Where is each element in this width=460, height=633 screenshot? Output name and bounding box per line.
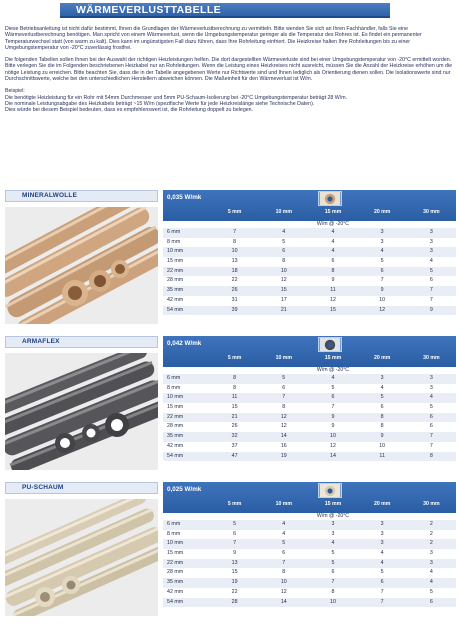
heat-loss-value: 3 <box>380 521 384 527</box>
heat-loss-value: 6 <box>282 384 286 391</box>
table-row <box>163 539 456 549</box>
pipe-diameter: 10 mm <box>167 394 184 401</box>
product-image <box>5 207 158 324</box>
insulation-column-header: 30 mm <box>423 355 440 361</box>
insulation-column-header: 10 mm <box>275 355 292 361</box>
heat-loss-value: 6 <box>429 598 433 605</box>
pipe-diameter: 28 mm <box>167 423 184 430</box>
insulation-column-header: 5 mm <box>227 355 242 361</box>
pipe-diameter: 6 mm <box>167 229 181 235</box>
heat-loss-value: 10 <box>231 248 238 255</box>
heat-loss-value: 8 <box>331 588 335 595</box>
insulation-thumbnail <box>318 483 342 498</box>
table-row <box>163 598 456 608</box>
heat-loss-value: 10 <box>330 598 336 605</box>
heat-loss-value: 4 <box>380 248 384 255</box>
pipe-diameter: 54 mm <box>167 452 184 459</box>
pipe-diameter: 28 mm <box>167 277 184 284</box>
heat-loss-value: 3 <box>429 375 433 381</box>
product-name: ARMAFLEX <box>22 338 60 345</box>
pipe-diameter: 15 mm <box>167 550 184 557</box>
heat-loss-value: 6 <box>331 258 335 265</box>
heat-loss-value: 5 <box>331 384 335 391</box>
lambda-value: 0,025 W/mk <box>167 486 202 493</box>
intro-text <box>5 26 457 114</box>
heat-loss-value: 18 <box>231 267 238 274</box>
insulation-column-header: 20 mm <box>373 209 391 215</box>
heat-loss-value: 6 <box>380 267 384 274</box>
example-line-1: Die benötigte Heizleistung für ein Rohr mit 54mm Durchmesser und 5mm PU-Schaum-Isolierung bei -20°C Umgebungstemperatur beträgt 28 W/m. <box>5 94 348 101</box>
heat-loss-value: 4 <box>429 579 433 586</box>
heat-loss-value: 4 <box>331 229 335 235</box>
heat-loss-value: 8 <box>233 384 237 391</box>
pipe-diameter: 15 mm <box>167 258 184 265</box>
heat-loss-value: 8 <box>233 375 237 381</box>
heat-loss-value: 4 <box>380 559 384 566</box>
table-row <box>163 530 456 540</box>
heat-loss-value: 8 <box>282 404 286 411</box>
heat-loss-value: 28 <box>231 598 238 605</box>
lambda-value: 0,035 W/mk <box>167 194 202 201</box>
heat-loss-value: 21 <box>280 306 287 313</box>
heat-loss-value: 11 <box>330 287 336 294</box>
lambda-value: 0,042 W/mk <box>167 340 202 347</box>
heat-loss-value: 6 <box>429 413 433 420</box>
example-heading: Beispiel: <box>5 88 25 95</box>
heat-loss-value: 12 <box>280 423 287 430</box>
heat-loss-value: 5 <box>282 238 286 245</box>
heat-loss-value: 3 <box>429 559 433 566</box>
table-row <box>163 228 456 238</box>
pipe-diameter: 22 mm <box>167 267 184 274</box>
heat-loss-value: 3 <box>331 521 335 527</box>
table-row <box>163 247 456 257</box>
heat-loss-value: 5 <box>429 588 433 595</box>
heat-loss-value: 2 <box>429 540 433 547</box>
product-name: PU-SCHAUM <box>22 484 64 491</box>
heat-loss-value: 2 <box>429 530 433 537</box>
pipe-diameter: 22 mm <box>167 413 184 420</box>
pipe-diameter: 8 mm <box>167 384 181 391</box>
insulation-column-header: 10 mm <box>275 501 292 507</box>
heat-loss-value: 9 <box>331 277 335 284</box>
insulation-column-header: 15 mm <box>324 209 342 215</box>
heat-loss-value: 9 <box>380 433 384 440</box>
heat-loss-value: 7 <box>282 559 286 566</box>
pipe-diameter: 28 mm <box>167 569 184 576</box>
table-row <box>163 588 456 598</box>
unit-label: W/m @ -20°C <box>163 221 456 228</box>
pipe-diameter: 15 mm <box>167 404 184 411</box>
heat-loss-value: 7 <box>380 588 384 595</box>
heat-loss-value: 6 <box>331 569 335 576</box>
table-row <box>163 403 456 413</box>
heat-loss-value: 22 <box>231 588 238 595</box>
table-row <box>163 286 456 296</box>
table-body <box>163 520 456 607</box>
heat-loss-value: 8 <box>429 452 433 459</box>
heat-loss-value: 10 <box>379 296 386 303</box>
heat-loss-value: 4 <box>331 238 335 245</box>
pipe-diameter: 8 mm <box>167 530 181 537</box>
insulation-column-header: 15 mm <box>324 355 342 361</box>
heat-loss-value: 9 <box>331 423 335 430</box>
heat-loss-value: 5 <box>233 521 237 527</box>
heat-loss-value: 39 <box>231 306 238 313</box>
heat-loss-value: 6 <box>429 423 433 430</box>
heat-loss-value: 3 <box>380 238 384 245</box>
heat-loss-value: 3 <box>380 540 384 547</box>
insulation-column-header: 15 mm <box>324 501 342 507</box>
heat-loss-value: 4 <box>429 569 433 576</box>
heat-loss-value: 12 <box>330 296 336 303</box>
heat-loss-value: 2 <box>429 521 433 527</box>
table-row <box>163 559 456 569</box>
table-row <box>163 374 456 384</box>
heat-loss-value: 3 <box>429 550 433 557</box>
table-header <box>163 482 456 513</box>
insulation-thumbnail <box>318 191 342 206</box>
heat-loss-value: 9 <box>233 550 237 557</box>
pipe-diameter: 8 mm <box>167 238 181 245</box>
heat-loss-value: 14 <box>280 433 287 440</box>
heat-loss-table <box>163 336 456 461</box>
insulation-header-row <box>163 501 456 507</box>
table-row <box>163 452 456 462</box>
heat-loss-value: 6 <box>380 404 384 411</box>
heat-loss-value: 8 <box>380 413 384 420</box>
product-image <box>5 499 158 616</box>
insulation-header-row <box>163 355 456 361</box>
heat-loss-value: 4 <box>429 394 433 401</box>
table-header <box>163 336 456 367</box>
product-label <box>5 482 158 494</box>
table-row <box>163 413 456 423</box>
insulation-column-header: 30 mm <box>423 209 440 215</box>
title-banner <box>60 3 390 18</box>
heat-loss-value: 26 <box>231 287 238 294</box>
pipe-diameter: 22 mm <box>167 559 184 566</box>
table-row <box>163 568 456 578</box>
heat-loss-value: 5 <box>331 550 335 557</box>
heat-loss-value: 19 <box>231 579 238 586</box>
heat-loss-value: 15 <box>280 287 287 294</box>
heat-loss-value: 10 <box>280 579 287 586</box>
heat-loss-value: 6 <box>331 394 335 401</box>
heat-loss-value: 3 <box>429 248 433 255</box>
product-name: MINERALWOLLE <box>22 192 78 199</box>
heat-loss-value: 12 <box>330 442 336 449</box>
heat-loss-value: 7 <box>233 229 237 235</box>
pipe-diameter: 42 mm <box>167 296 184 303</box>
pipe-diameter: 35 mm <box>167 433 184 440</box>
heat-loss-value: 5 <box>429 267 433 274</box>
heat-loss-value: 5 <box>331 559 335 566</box>
heat-loss-value: 32 <box>231 433 238 440</box>
pipe-diameter: 10 mm <box>167 248 184 255</box>
heat-loss-value: 9 <box>429 306 433 313</box>
pipe-diameter: 35 mm <box>167 579 184 586</box>
heat-loss-value: 5 <box>282 375 286 381</box>
pipe-diameter: 6 mm <box>167 375 181 381</box>
heat-loss-value: 6 <box>282 248 286 255</box>
product-label <box>5 190 158 202</box>
heat-loss-value: 8 <box>282 569 286 576</box>
unit-label: W/m @ -20°C <box>163 513 456 520</box>
heat-loss-value: 5 <box>429 404 433 411</box>
table-header <box>163 190 456 221</box>
pipe-diameter: 6 mm <box>167 521 181 527</box>
pipe-diameter: 54 mm <box>167 306 184 313</box>
heat-loss-value: 3 <box>331 530 335 537</box>
insulation-column-header: 20 mm <box>373 355 391 361</box>
heat-loss-value: 10 <box>330 433 336 440</box>
heat-loss-value: 7 <box>331 579 335 586</box>
heat-loss-value: 6 <box>380 579 384 586</box>
table-row <box>163 296 456 306</box>
heat-loss-value: 9 <box>331 413 335 420</box>
heat-loss-value: 3 <box>429 229 433 235</box>
heat-loss-value: 6 <box>233 530 237 537</box>
heat-loss-value: 4 <box>282 229 286 235</box>
table-body <box>163 228 456 315</box>
heat-loss-value: 19 <box>280 452 287 459</box>
table-row <box>163 520 456 530</box>
heat-loss-value: 7 <box>429 287 433 294</box>
insulation-column-header: 30 mm <box>423 501 440 507</box>
table-row <box>163 257 456 267</box>
heat-loss-value: 16 <box>280 442 287 449</box>
heat-loss-value: 15 <box>231 404 238 411</box>
product-label <box>5 336 158 348</box>
page-title: WÄRMEVERLUSTTABELLE <box>76 4 222 16</box>
intro-paragraph-2: Die folgenden Tabellen sollen Ihnen bei der Auswahl der richtigen Heizleistungen helfen. Die dort dargestellten Wärmeverluste sind bei einer Umgebungstemperatur von -20°C ermittelt worden. Bitte verlegen Sie die im Folgenden beschriebenen Heizkabel nur an Rohrleitungen. Wenn die Leistung eines Heizkreises nicht ausreicht, müssen Sie die Anzahl der Heizkreise erhöhen um die nötige Leistung zu erreichen. Bitte beachten Sie, dass die in der Tabelle angegebenen Werte nur Richtwerte sind und Ihnen lediglich als Orientierung dienen sollen. Die Isolationswerte sind nur Durchschnittswerte, welche bei den unterschiedlichen Herstellern abweichen können. Die Maßeinheit für den Wärmeverlust ist W/m. <box>5 57 452 83</box>
insulation-column-header: 5 mm <box>227 501 242 507</box>
heat-loss-value: 10 <box>280 267 287 274</box>
heat-loss-value: 5 <box>282 540 286 547</box>
table-row <box>163 578 456 588</box>
heat-loss-value: 21 <box>231 413 238 420</box>
insulation-header-row <box>163 209 456 215</box>
heat-loss-value: 47 <box>231 452 238 459</box>
heat-loss-value: 13 <box>231 258 238 265</box>
heat-loss-value: 6 <box>429 277 433 284</box>
heat-loss-value: 14 <box>330 452 336 459</box>
heat-loss-value: 11 <box>231 394 238 401</box>
heat-loss-value: 8 <box>282 258 286 265</box>
heat-loss-value: 12 <box>379 306 386 313</box>
pipe-diameter: 10 mm <box>167 540 184 547</box>
heat-loss-value: 12 <box>280 277 287 284</box>
heat-loss-value: 4 <box>331 540 335 547</box>
heat-loss-value: 15 <box>330 306 336 313</box>
heat-loss-value: 8 <box>380 423 384 430</box>
heat-loss-value: 4 <box>331 248 335 255</box>
heat-loss-value: 4 <box>429 258 433 265</box>
heat-loss-value: 5 <box>380 258 384 265</box>
table-row <box>163 432 456 442</box>
heat-loss-value: 12 <box>280 588 287 595</box>
heat-loss-value: 3 <box>429 238 433 245</box>
example-line-3: Dies würde bei diesem Beispiel bedeuten, dass es empfehlenswert ist, die Rohrleitung doppelt zu belegen. <box>5 107 254 114</box>
insulation-thumbnail <box>318 337 342 352</box>
table-row <box>163 238 456 248</box>
heat-loss-value: 6 <box>282 550 286 557</box>
heat-loss-table <box>163 190 456 315</box>
pipe-diameter: 54 mm <box>167 598 184 605</box>
unit-label: W/m @ -20°C <box>163 367 456 374</box>
insulation-column-header: 20 mm <box>373 501 391 507</box>
insulation-column-header: 10 mm <box>275 209 292 215</box>
heat-loss-value: 3 <box>429 384 433 391</box>
table-row <box>163 422 456 432</box>
heat-loss-value: 7 <box>282 394 286 401</box>
heat-loss-table <box>163 482 456 607</box>
heat-loss-value: 17 <box>280 296 287 303</box>
heat-loss-value: 3 <box>380 229 384 235</box>
heat-loss-value: 26 <box>231 423 238 430</box>
heat-loss-value: 7 <box>429 433 433 440</box>
heat-loss-value: 4 <box>380 550 384 557</box>
table-row <box>163 549 456 559</box>
heat-loss-value: 11 <box>379 452 385 459</box>
heat-loss-value: 4 <box>282 521 286 527</box>
heat-loss-value: 3 <box>380 375 384 381</box>
heat-loss-value: 7 <box>380 598 384 605</box>
pipe-diameter: 35 mm <box>167 287 184 294</box>
table-body <box>163 374 456 461</box>
heat-loss-value: 7 <box>429 296 433 303</box>
insulation-column-header: 5 mm <box>227 209 242 215</box>
heat-loss-value: 22 <box>231 277 238 284</box>
heat-loss-value: 8 <box>233 238 237 245</box>
table-row <box>163 442 456 452</box>
heat-loss-value: 4 <box>331 375 335 381</box>
heat-loss-value: 14 <box>280 598 287 605</box>
intro-paragraph-1: Diese Betriebsanleitung ist nicht dafür bestimmt, Ihnen die Grundlagen der Wärmeverlustberechnung zu vermitteln. Bitte wenden Sie sich an Ihren Fachhändler, falls Sie eine Wärmeverlustberechnung benötigen. Man spricht von einem Wärmeverlust, wenn die Umgebungstemperatur geringer als die Temperatur des Rohres ist. Es findet ein permanenter Temperaturwechsel statt (von warm zu kalt). Dies kann im ungünstigsten Fall dazu führen, dass Ihre Rohrleitung einfriert. Die Heizkreise halten Ihre Rohrleitungen bis zu einer Umgebungstemperatur von -20°C zuverlässig frostfrei. <box>5 26 422 51</box>
pipe-diameter: 42 mm <box>167 442 184 449</box>
heat-loss-value: 7 <box>380 277 384 284</box>
heat-loss-value: 4 <box>380 384 384 391</box>
heat-loss-value: 13 <box>231 559 238 566</box>
table-row <box>163 306 456 316</box>
heat-loss-value: 12 <box>280 413 287 420</box>
heat-loss-value: 37 <box>231 442 238 449</box>
heat-loss-value: 4 <box>282 530 286 537</box>
heat-loss-value: 9 <box>380 287 384 294</box>
pipe-diameter: 42 mm <box>167 588 184 595</box>
table-row <box>163 267 456 277</box>
heat-loss-value: 15 <box>231 569 238 576</box>
table-row <box>163 276 456 286</box>
heat-loss-value: 8 <box>331 267 335 274</box>
heat-loss-value: 7 <box>233 540 237 547</box>
table-row <box>163 393 456 403</box>
heat-loss-value: 10 <box>379 442 386 449</box>
heat-loss-value: 7 <box>429 442 433 449</box>
example-line-2: Die nominale Leistungsabgabe des Heizkabels beträgt ~15 W/m (spezifische Werte für jede Heizkreislänge siehe Technische Daten). <box>5 100 315 107</box>
table-row <box>163 384 456 394</box>
heat-loss-value: 3 <box>380 530 384 537</box>
heat-loss-value: 5 <box>380 394 384 401</box>
heat-loss-value: 7 <box>331 404 335 411</box>
product-image <box>5 353 158 470</box>
heat-loss-value: 31 <box>231 296 238 303</box>
heat-loss-value: 5 <box>380 569 384 576</box>
